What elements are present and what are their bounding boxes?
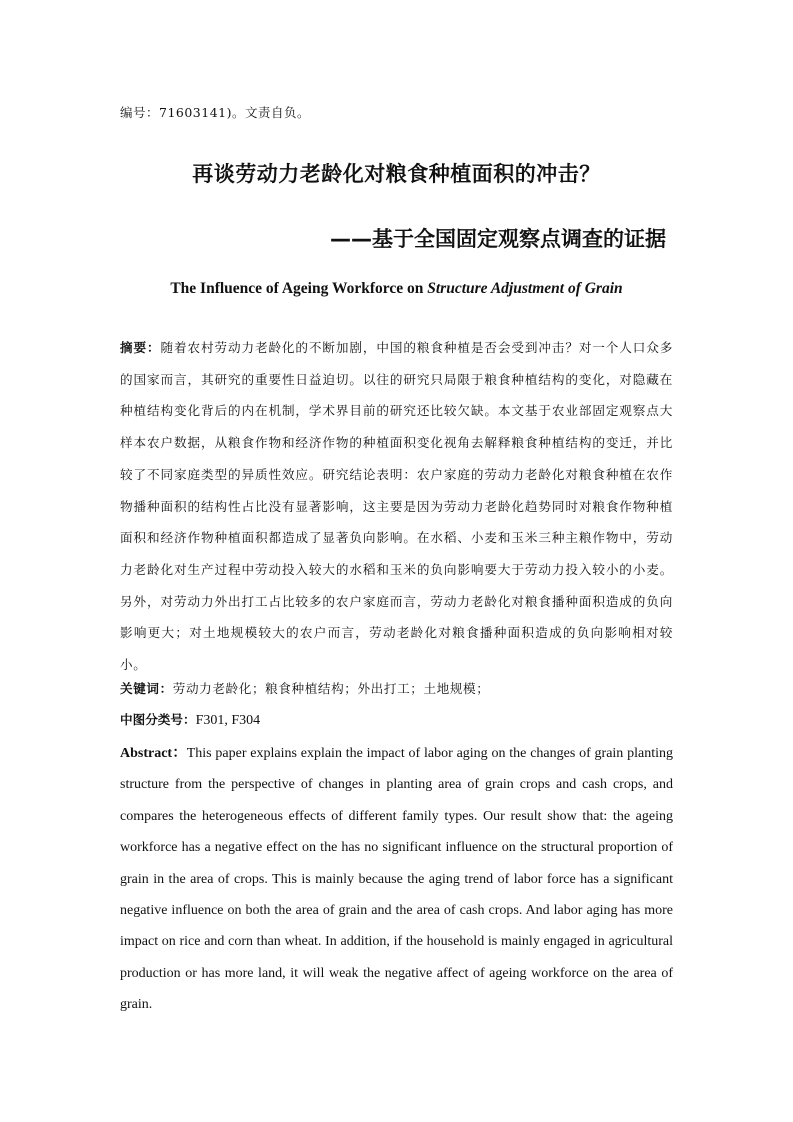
english-title-plain: The Influence of Ageing Workforce on	[170, 280, 428, 297]
english-title	[0, 280, 793, 298]
paper-subtitle: ——基于全国固定观察点调查的证据	[330, 227, 666, 251]
english-abstract-text: This paper explains explain the impact of labor aging on the changes of grain planting structure from the perspective of changes in planting area of grain crops and cash crops, and compares the heterogeneous effects of different family types. Our result show that: the ageing workforce has a negative effect on the has no significant influence on the structural proportion of grain in the area of crops. This is mainly because the aging trend of labor force has a significant negative influence on both the area of grain and the area of cash crops. And labor aging has more impact on rice and corn than wheat. In addition, if the household is mainly engaged in agricultural production or has more land, it will weak the negative affect of ageing workforce on the area of grain.	[120, 746, 673, 1013]
chinese-abstract-text: 随着农村劳动力老龄化的不断加剧，中国的粮食种植是否会受到冲击？对一个人口众多的国家而言，其研究的重要性日益迫切。以往的研究只局限于粮食种植结构的变化，对隐藏在种植结构变化背后的内在机制，学术界目前的研究还比较欠缺。本文基于农业部固定观察点大样本农户数据，从粮食作物和经济作物的种植面积变化视角去解释粮食种植结构的变迁，并比较了不同家庭类型的异质性效应。研究结论表明：农户家庭的劳动力老龄化对粮食种植在农作物播种面积的结构性占比没有显著影响，这主要是因为劳动力老龄化趋势同时对粮食作物种植面积和经济作物种植面积都造成了显著负向影响。在水稻、小麦和玉米三种主粮作物中，劳动力老龄化对生产过程中劳动投入较大的水稻和玉米的负向影响要大于劳动力投入较小的小麦。另外，对劳动力外出打工占比较多的农户家庭而言，劳动力老龄化对粮食播种面积造成的负向影响更大；对土地规模较大的农户而言，劳动老龄化对粮食播种面积造成的负向影响相对较小。	[120, 340, 673, 673]
classification-value: F301, F304	[195, 713, 261, 728]
keywords-label: 关键词：	[120, 681, 173, 696]
keywords	[120, 677, 673, 701]
english-title-italic: Structure Adjustment of Grain	[427, 280, 623, 297]
english-abstract-label: Abstract：	[120, 746, 187, 761]
paper-title: 再谈劳动力老龄化对粮食种植面积的冲击？	[192, 162, 601, 186]
classification-number	[120, 708, 673, 733]
classification-label: 中图分类号：	[120, 712, 196, 727]
keywords-text: 劳动力老龄化；粮食种植结构；外出打工；土地规模；	[172, 681, 490, 696]
chinese-abstract	[120, 332, 673, 681]
english-abstract	[120, 738, 673, 1021]
funding-note: 编号：71603141)。文责自负。	[120, 105, 311, 120]
chinese-abstract-label: 摘要：	[120, 340, 161, 355]
